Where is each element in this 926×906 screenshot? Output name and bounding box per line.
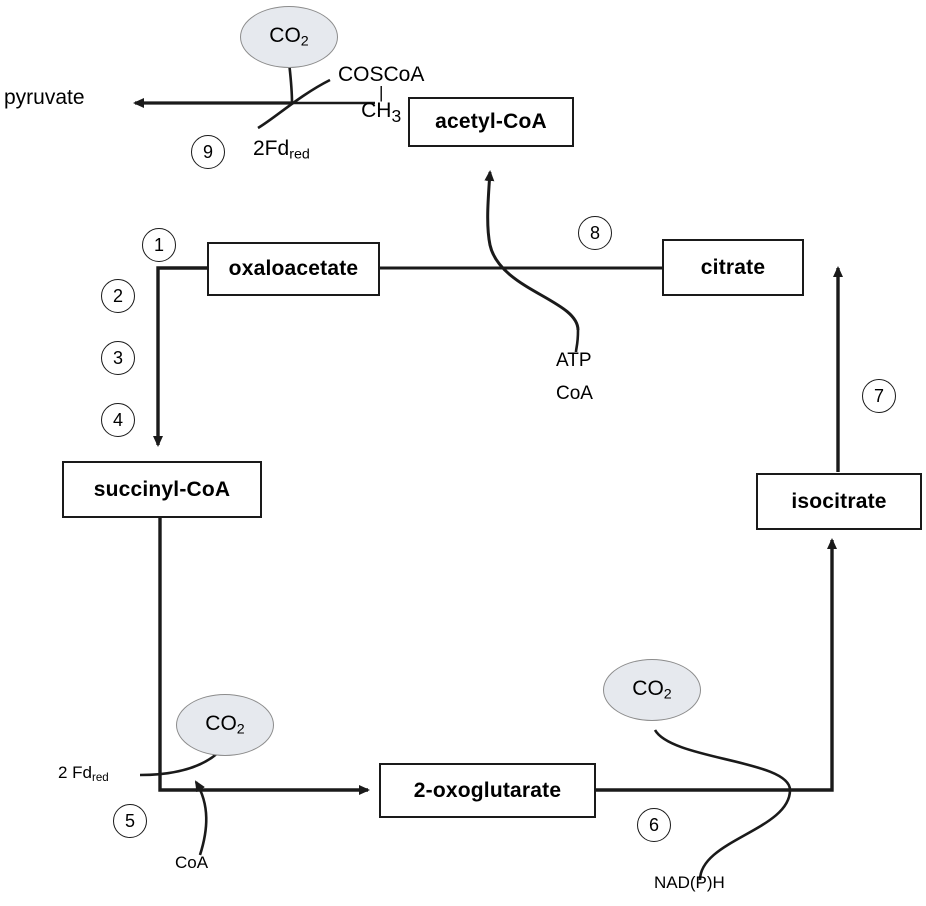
edge-oxaloacetate-to-succinyl [158,268,210,445]
acetyl-structure-bottom: $CH_3$ [361,98,402,126]
step-8[interactable]: 8 [578,216,612,250]
node-isocitrate[interactable] [756,473,922,530]
node-2-oxoglutarate-label: 2-oxoglutarate [413,778,562,802]
node-2-oxoglutarate[interactable] [379,763,596,818]
step-1[interactable]: 1 [142,228,176,262]
edge-citrate-to-acetyl [488,172,578,330]
node-acetyl-coa-label: acetyl-CoA [435,110,547,133]
co2-right: $CO_2$ [603,659,701,721]
acetyl-structure-bond: | [378,83,384,103]
label-pyruvate: pyruvate [4,86,85,109]
node-oxaloacetate[interactable] [207,242,380,296]
step-9[interactable]: 9 [191,135,225,169]
edge-to-coa [196,782,206,855]
label-fdred-top: $2Fd_{red}$ [253,137,310,163]
co2-top: $CO_2$ [240,6,338,68]
step-2[interactable]: 2 [101,279,135,313]
node-succinyl-coa[interactable] [62,461,262,518]
co2-left: $CO_2$ [176,694,274,756]
label-coa-citrate: CoA [556,383,593,404]
node-citrate[interactable] [662,239,804,296]
acetyl-structure-top: COSCoA [338,63,425,86]
label-nadph: NAD(P)H [654,873,725,892]
step-3[interactable]: 3 [101,341,135,375]
edge-nadph-co2 [655,730,790,880]
step-4[interactable]: 4 [101,403,135,437]
node-succinyl-coa-label: succinyl-CoA [93,477,231,501]
node-citrate-label: citrate [700,255,766,279]
node-acetyl-coa[interactable] [408,97,574,147]
step-7[interactable]: 7 [862,379,896,413]
edge-atp-coa-stub [576,330,578,352]
label-fdred-bottom: 2 $Fd_{red}$ [58,763,109,784]
step-5[interactable]: 5 [113,804,147,838]
step-6[interactable]: 6 [637,808,671,842]
node-isocitrate-label: isocitrate [791,489,887,513]
acetyl-structure [338,64,424,125]
label-atp: ATP [556,350,592,371]
node-oxaloacetate-label: oxaloacetate [228,257,359,280]
label-coa-bottom: CoA [175,853,209,872]
edge-succinyl-to-oxoglutarate [160,518,368,790]
